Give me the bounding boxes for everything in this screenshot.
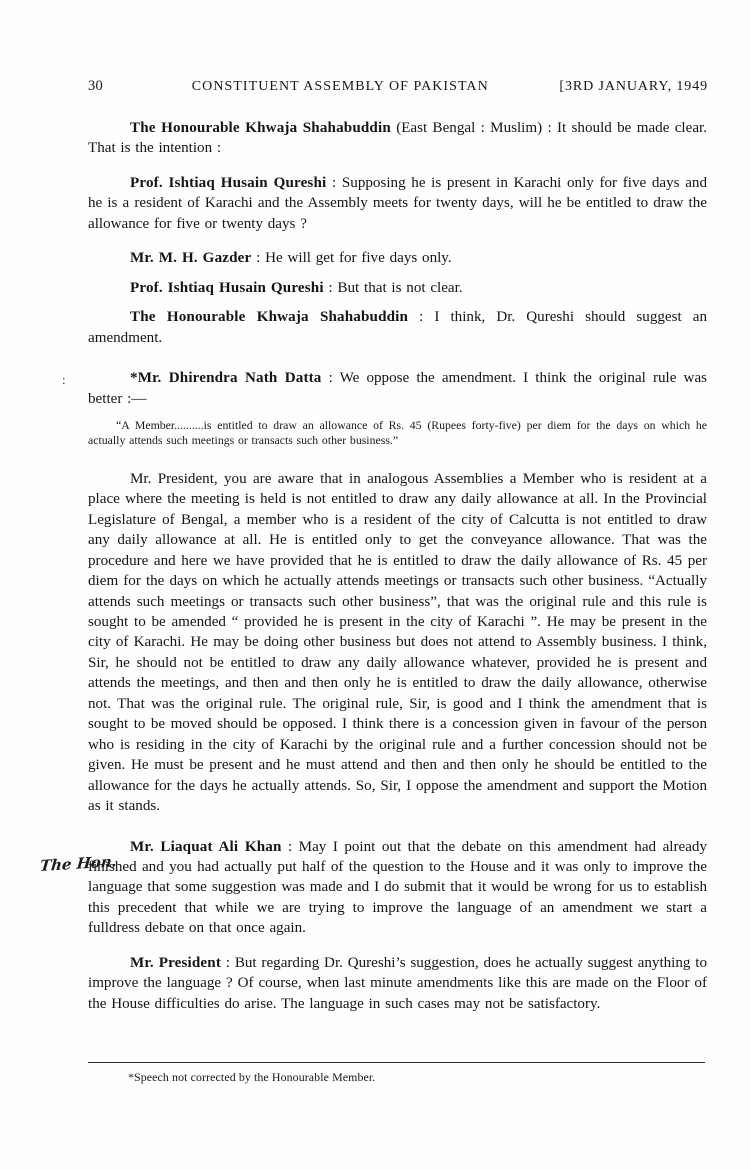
speech-paragraph — [88, 368, 707, 409]
speaker-attribution: : — [323, 279, 338, 296]
footnote-text: *Speech not corrected by the Honourable Member. — [128, 1070, 376, 1084]
speech-paragraph — [88, 173, 707, 234]
speaker-attribution: : — [408, 309, 435, 326]
speaker-attribution: (East Bengal : Muslim) : — [390, 120, 557, 136]
speech-text: We oppose the amendment. I think the original rule was better :— — [88, 370, 708, 407]
paragraph-gap — [88, 449, 707, 469]
datta-speech-paragraph: Mr. President, you are aware that in analogous Assemblies a Member who is resident at a place where the meeting is held is not entitled to draw any daily allowance at all. In the Provincial Legislature of Bengal, a member who is a resident of the city of Calcutta is not entitled to draw any daily allowance at all. He is entitled only to get the conveyance allowance. That was the procedure and here we have provided that he is entitled to draw the daily allowance of Rs. 45 per diem for the days on which he actually attends meetings or transacts such other business. “Actually attends such meetings or transacts such other business”, that was the original rule and this rule is sought to be amended “ provided he is present in the city of Karachi ”. He may be present in the city of Karachi. He may be doing other business but does not attend to Assembly business. I think, Sir, he should not be entitled to draw any daily allowance whatever, provided he is present and attends the meetings, and then and then only he is entitled to draw the daily allowance, otherwise not. That was the original rule. The original rule, Sir, is good and I think the amendment that is sought to be moved should be opposed. I think there is a concession given in favour of the person who is residing in the city of Karachi by the original rule and a further concession should not be given. He must be present and he must attend and then and then only he should be entitled to the allowance for the days he actually attends. So, Sir, I oppose the amendment and support the Motion as it stands. — [88, 470, 707, 815]
speech-paragraph — [88, 278, 707, 298]
speech-paragraph — [88, 837, 707, 939]
speech-text: But that is not clear. — [337, 279, 463, 296]
paragraph-gap — [88, 409, 707, 418]
speaker-attribution: : — [321, 370, 340, 387]
paragraph-gap — [88, 817, 707, 837]
text-column — [88, 118, 707, 1014]
speaker-name: *Mr. Dhirendra Nath Datta — [130, 370, 322, 387]
speech-text: I think, Dr. Qureshi should suggest an amendment. — [88, 309, 708, 346]
speaker-name: The Honourable Khwaja Shahabuddin — [130, 309, 409, 326]
speech-text: It should be made clear. That is the intention : — [88, 120, 707, 157]
speaker-name: Prof. Ishtiaq Husain Qureshi — [130, 174, 327, 191]
margin-proof-mark: : — [62, 372, 66, 387]
running-title: CONSTITUENT ASSEMBLY OF PAKISTAN — [191, 79, 489, 94]
paragraph-gap — [88, 159, 707, 173]
paragraph-gap — [88, 298, 707, 307]
speech-paragraph — [88, 248, 707, 268]
speech-paragraph — [88, 307, 707, 348]
running-head — [88, 78, 708, 98]
handwritten-margin-note: The Hon. — [39, 852, 118, 876]
speaker-name: Mr. President — [130, 954, 222, 971]
paragraph-gap — [88, 234, 707, 248]
page-folio-number: 30 — [88, 78, 104, 94]
running-date: [3RD JANUARY, 1949 — [559, 79, 708, 94]
speech-paragraph — [88, 953, 707, 1014]
speaker-attribution: : — [221, 954, 235, 971]
speech-text: May I point out that the debate on this amendment had already finished and you had actually put half of the question to the House and it was only to improve the language that some suggestion was made and I do submit that it would be wrong for us to establish this precedent that while we are trying to improve the language of an amendment we start a fulldress debate on that once again. — [88, 838, 707, 937]
speech-paragraph — [88, 118, 707, 159]
speaker-name: Mr. Liaquat Ali Khan — [130, 838, 282, 855]
speaker-attribution: : — [281, 838, 299, 855]
speech-text: He will get for five days only. — [265, 250, 452, 267]
speaker-attribution: : — [251, 250, 266, 267]
footnote-divider — [88, 1062, 705, 1063]
paragraph-gap — [88, 939, 707, 953]
speaker-name: Prof. Ishtiaq Husain Qureshi — [130, 279, 324, 296]
speaker-name: Mr. M. H. Gazder — [130, 250, 252, 267]
speaker-attribution: : — [326, 174, 342, 191]
quoted-rule-extract: “A Member..........is entitled to draw an allowance of Rs. 45 (Rupees forty-five) per diem for the days on which he actually attends such meetings or transacts such other business.” — [88, 417, 707, 448]
paragraph-gap — [88, 348, 707, 368]
speech-text: Supposing he is present in Karachi only for five days and he is a resident of Karachi and the Assembly meets for twenty days, will he be entitled to draw the allowance for five or twenty days ? — [88, 174, 707, 232]
speech-text: But regarding Dr. Qureshi’s suggestion, does he actually suggest anything to improve the language ? Of course, when last minute amendments like this are made on the Floor of the House difficulties do arise. The language in such cases may not be satisfactory. — [88, 954, 708, 1012]
paragraph-gap — [88, 269, 707, 278]
speaker-name: The Honourable Khwaja Shahabuddin — [130, 120, 391, 136]
